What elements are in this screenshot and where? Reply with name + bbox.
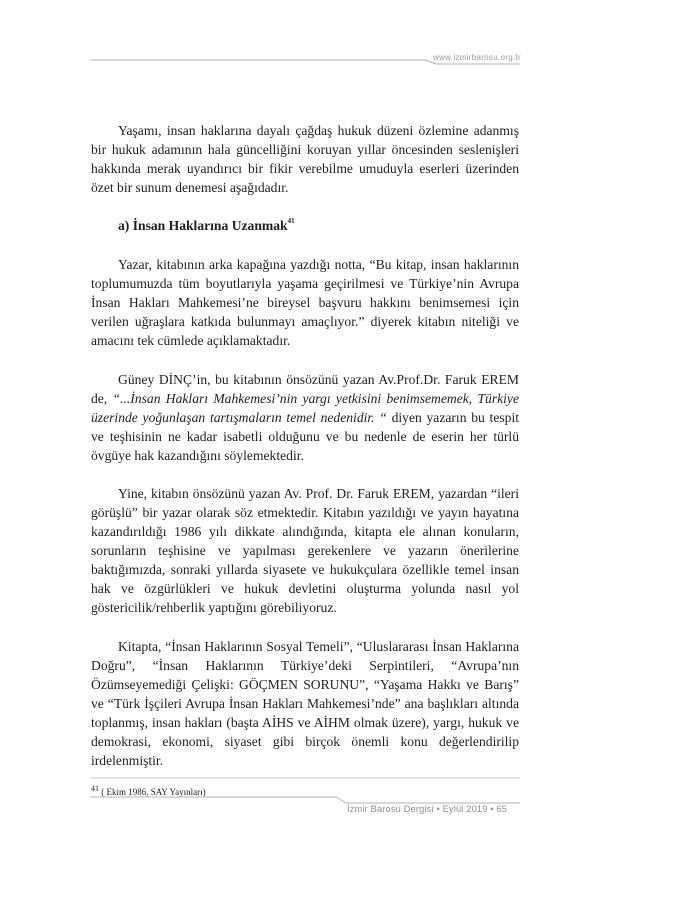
heading-footnote-ref: 41	[287, 217, 295, 225]
preface-quote: “...İnsan Hakları Mahkemesi’nin yargı yetkisini benimsememek, Türkiye üzerinde yoğunlaşan tartışmaların temel nedenidir. “	[91, 391, 519, 425]
paragraph-preface: Güney DİNÇ’in, bu kitabının önsözünü yazan Av.Prof.Dr. Faruk EREM de, “...İnsan Hakları Mahkemesi’nin yargı yetkisini benimsememek, Türkiye üzerinde yoğunlaşan tartışmaların temel nedenidir. “ diyen yazarın bu tespit ve teşhisinin ne kadar isabetli olduğunu ve bu nedenle de eserin her türlü övgüye hak kazandığını söylemektedir.	[91, 372, 519, 463]
paragraph-contents: Kitapta, “İnsan Haklarının Sosyal Temeli”, “Uluslararası İnsan Haklarına Doğru”, “İnsan Haklarının Türkiye’deki Serpintileri, “Avrupa’nın Özümseyemediği Çelişki: GÖÇMEN SORUNU”, “Yaşama Hakkı ve Barış” ve “Türk İşçileri Avrupa İnsan Hakları Mahkemesi’nde” ana başlıkları altında toplanmış, insan hakları (başta AİHS ve AİHM olmak üzere), yargı, hukuk ve demokrasi, ekonomi, siyaset gibi birçok önemli konu değerlendirilip irdelenmiştir.	[91, 639, 519, 768]
paragraph-visionary: Yine, kitabın önsözünü yazan Av. Prof. Dr. Faruk EREM, yazardan “ileri görüşlü” bir yazar olarak söz etmektedir. Kitabın yazıldığı ve yayın hayatına kazandırıldığı 1986 yılı dikkate alındığında, kitapta ele alınan konuların, sorunların teşhisine ve yapılması gerekenlere ve yazarın önerilerine baktığımızda, sonraki yıllarda siyasete ve hukukçulara özellikle temel insan hak ve özgürlükleri ve hukuk devletini oluşturma yolunda nasıl yol göstericilik/rehberlik yaptığını görebiliyoruz.	[91, 486, 519, 615]
paragraph-back-cover: Yazar, kitabının arka kapağına yazdığı notta, “Bu kitap, insan haklarının toplumumuzda tüm boyutlarıyla yaşama geçirilmesi ve Türkiye’nin Avrupa İnsan Hakları Mahkemesi’ne bireysel başvuru hakkını benimsemesi için verilen uğraşlara katkıda bulunmayı amaçlıyor.” diyerek kitabın niteliği ve amacını tek cümlede açıklamaktadır.	[91, 257, 519, 348]
header-rule	[90, 55, 520, 65]
header-url: www.izmirbarosu.org.tr	[433, 53, 521, 62]
page-footer: İzmir Barosu Dergisi • Eylül 2019 • 65	[347, 804, 508, 814]
section-heading: a) İnsan Haklarına Uzanmak$^{41}$	[118, 217, 295, 233]
footnote-number: 41	[91, 784, 99, 793]
footnote-rule	[90, 776, 520, 780]
paragraph-intro: Yaşamı, insan haklarına dayalı çağdaş hukuk düzeni özlemine adanmış bir hukuk adamının hala güncelliğini koruyan yıllar öncesinden seslenişleri hakkında merak uyandırıcı bir fikir verebilme umuduyla eserleri üzerinden özet bir sunum denemesi aşağıdadır.	[91, 123, 519, 195]
footnote: $^{41}$ ( Ekim 1986, SAY Yayınları)	[91, 784, 206, 797]
